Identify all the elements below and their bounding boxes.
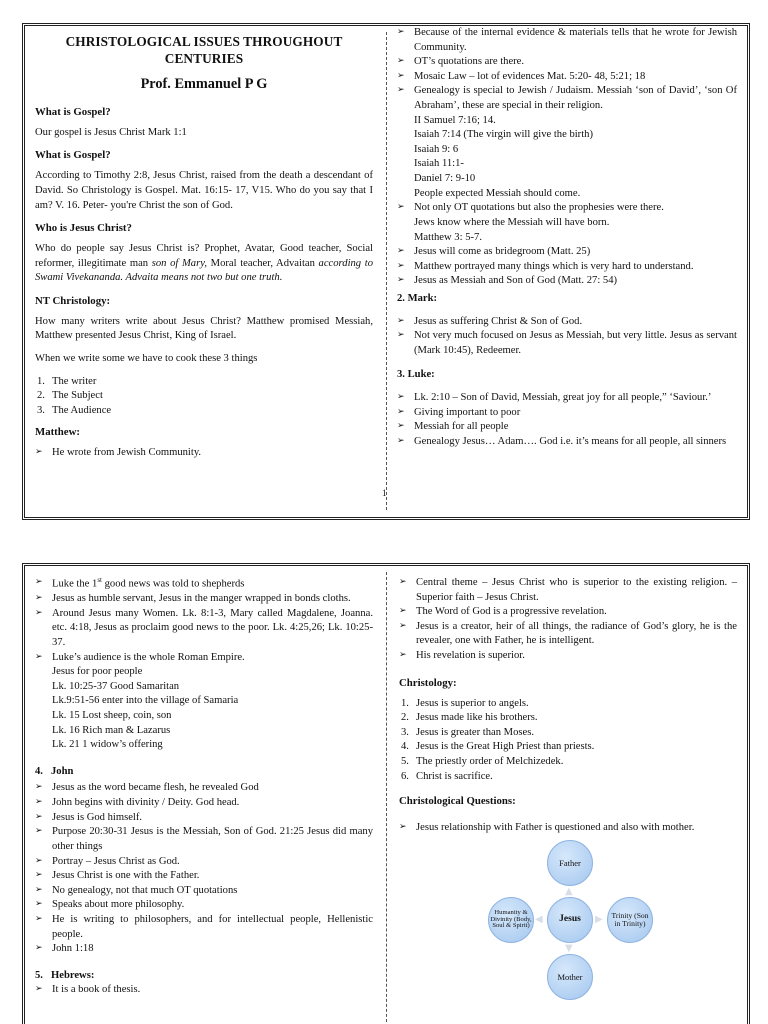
paragraph-gospel-1: Our gospel is Jesus Christ Mark 1:1 — [35, 126, 187, 138]
reference-line: Jews know where the Messiah will have born. — [414, 216, 610, 228]
paragraph-gospel-2-quote: you're Christ the son of God — [110, 199, 231, 211]
heading-luke — [397, 368, 737, 383]
arrow-left-icon: ◀ — [535, 914, 543, 925]
diagram-node-jesus: Jesus — [547, 897, 593, 943]
paragraph-gospel-2-text: According to Timothy 2:8, Jesus Christ, raised from the death a descendant of David. So Christology is Gospel. Mat. 16:15- 17, V15. Who do you say that I am? V. 16. Peter- — [35, 170, 373, 211]
page2-left-column — [25, 566, 387, 1024]
three-things-list — [35, 375, 373, 419]
section-number: 5. — [35, 969, 43, 981]
page2-right-column — [387, 566, 749, 1024]
section-label: Luke: — [407, 369, 435, 381]
list-item: ➢ Jesus is God himself. — [35, 811, 373, 826]
list-item: ➢ Jesus as the word became flesh, he revealed God — [35, 781, 373, 796]
list-item: ➢ Central theme – Jesus Christ who is superior to the existing religion. – Superior faith – Jesus Christ. — [399, 576, 737, 605]
paragraph-who-is-jesus — [35, 242, 373, 286]
list-item: ➢ Around Jesus many Women. Lk. 8:1-3, Mary called Magdalene, Joanna. etc. 4:18, Jesus as proclaim good news to the poor. Lk. 4:25,26; Lk. 10:25-37. — [35, 607, 373, 651]
paragraph-gospel-2 — [35, 169, 373, 213]
heading-what-is-gospel-1: What is Gospel? — [35, 105, 111, 118]
heading-christology: Christology: — [399, 676, 457, 689]
list-item: ➢ Speaks about more philosophy. — [35, 898, 373, 913]
audience-text: Luke’s audience is the whole Roman Empire. — [52, 651, 245, 663]
genealogy-text: Genealogy is special to Jewish / Judaism. Messiah ‘son of David’, ‘son Of Abraham’, these are special in their religion. — [414, 85, 737, 112]
section-label: John — [51, 765, 74, 777]
reference-line: Lk.9:51-56 enter into the village of Samaria — [52, 695, 239, 707]
page1-right-column — [387, 26, 749, 517]
list-item: ➢ Jesus Christ is one with the Father. — [35, 869, 373, 884]
list-item: ➢ Lk. 2:10 – Son of David, Messiah, great joy for all people,” ‘Saviour.’ — [397, 391, 737, 406]
reference-line: Isaiah 7:14 (The virgin will give the birth) — [414, 129, 593, 141]
heading-john — [35, 765, 373, 780]
document-author: Prof. Emmanuel P G — [140, 76, 268, 93]
list-item: ➢ Because of the internal evidence & materials tells that he wrote for Jewish Community. — [397, 26, 737, 55]
reference-line: II Samuel 7:16; 14. — [414, 114, 496, 126]
prophesies-text: Not only OT quotations but also the prophesies were there. — [414, 202, 664, 214]
diagram-node-trinity: Trinity (Son in Trinity) — [607, 897, 653, 943]
list-item: 6. Christ is sacrifice. — [401, 770, 493, 782]
luke-continued-list — [35, 576, 373, 753]
list-item: 5. The priestly order of Melchizedek. — [401, 755, 564, 767]
section-number: 4. — [35, 765, 43, 777]
matthew-points-list — [397, 26, 737, 289]
list-item: ➢ Portray – Jesus Christ as God. — [35, 855, 373, 870]
paragraph-gospel-2-end: . — [230, 199, 233, 211]
mark-list — [397, 315, 737, 359]
list-item: ➢ Messiah for all people — [397, 420, 737, 435]
list-item: ➢ OT’s quotations are there. — [397, 55, 737, 70]
christology-list — [399, 697, 737, 785]
list-item: ➢ Not very much focused on Jesus as Messiah, but very little. Jesus as servant (Mark 10:45), Redeemer. — [397, 329, 737, 358]
paragraph-cook: When we write some we have to cook these 3 things — [35, 352, 258, 364]
reference-line: Daniel 7: 9-10 — [414, 173, 476, 185]
john-list — [35, 781, 373, 956]
list-item — [397, 84, 737, 201]
reference-line: Isaiah 11:1- — [414, 158, 464, 170]
heading-mark — [397, 292, 737, 307]
who-text-1: Who do people say Jesus Christ is? Prophet, Avatar, Good teacher, Social reformer, illegitimate man — [35, 243, 373, 269]
paragraph-nt-christology: How many writers write about Jesus Christ? Matthew promised Messiah, Matthew presented Jesus Christ, King of Israel. — [35, 315, 373, 342]
luke-list — [397, 391, 737, 449]
list-item: ➢ Genealogy Jesus… Adam…. God i.e. it’s means for all people, all sinners — [397, 435, 737, 450]
reference-line: Lk. 10:25-37 Good Samaritan — [52, 680, 180, 692]
list-item: 2. The Subject — [37, 390, 103, 402]
list-item: ➢ Luke the 1st good news was told to shepherds — [35, 576, 373, 592]
hebrews-list — [35, 983, 373, 998]
list-item: ➢ Jesus will come as bridegroom (Matt. 25) — [397, 245, 737, 260]
heading-hebrews — [35, 969, 373, 984]
list-item: ➢ No genealogy, not that much OT quotations — [35, 884, 373, 899]
list-item: ➢ John begins with divinity / Deity. God head. — [35, 796, 373, 811]
heading-nt-christology: NT Christology: — [35, 294, 111, 307]
document-page-1 — [22, 23, 750, 520]
page1-left-column — [25, 26, 387, 517]
list-item: 1. Jesus is superior to angels. — [401, 697, 529, 709]
reference-line: Lk. 21 1 widow’s offering — [52, 739, 163, 751]
list-item: ➢ His revelation is superior. — [399, 649, 737, 664]
section-number: 2. — [397, 292, 405, 304]
who-text-3: Moral teacher, Advaitan — [207, 257, 319, 269]
reference-line: Lk. 16 Rich man & Lazarus — [52, 724, 171, 736]
page-number: 1 — [382, 488, 387, 498]
heading-matthew: Matthew: — [35, 426, 80, 439]
heading-what-is-gospel-2: What is Gospel? — [35, 149, 111, 162]
list-item: ➢ John 1:18 — [35, 942, 373, 957]
list-item: ➢ Jesus is a creator, heir of all things, the radiance of God’s glory, he is the revealer, one with Father, he is intelligent. — [399, 620, 737, 649]
list-item: ➢ Jesus relationship with Father is questioned and also with mother. — [399, 821, 737, 836]
list-item: ➢ Purpose 20:30-31 Jesus is the Messiah, Son of God. 21:25 Jesus did many other things — [35, 825, 373, 854]
list-item: 2. Jesus made like his brothers. — [401, 712, 538, 724]
list-item: ➢ Jesus as suffering Christ & Son of God. — [397, 315, 737, 330]
section-label: Mark: — [407, 292, 438, 304]
document-title: CHRISTOLOGICAL ISSUES THROUGHOUT CENTURIES — [65, 34, 343, 66]
arrow-down-icon: ▼ — [565, 943, 573, 954]
who-text-2: son of Mary, — [151, 257, 207, 269]
list-item: ➢ He wrote from Jewish Community. — [35, 446, 373, 461]
list-item: ➢ Jesus as humble servant, Jesus in the manger wrapped in bonds cloths. — [35, 592, 373, 607]
section-label: Hebrews: — [51, 969, 95, 981]
reference-line: Lk. 15 Lost sheep, coin, son — [52, 710, 172, 722]
list-item — [35, 651, 373, 753]
relationship-diagram — [483, 834, 663, 1014]
reference-line: Jesus for poor people — [52, 666, 143, 678]
list-item: ➢ Mosaic Law – lot of evidences Mat. 5:20- 48, 5:21; 18 — [397, 70, 737, 85]
diagram-node-humanity: Humanity & Divinity (Body, Soul & Spirit) — [488, 897, 534, 943]
document-page-2 — [22, 563, 750, 1024]
list-item: ➢ The Word of God is a progressive revelation. — [399, 605, 737, 620]
list-item: ➢ It is a book of thesis. — [35, 983, 373, 998]
list-item — [397, 201, 737, 245]
matthew-list — [35, 446, 373, 461]
list-item: ➢ Matthew portrayed many things which is very hard to understand. — [397, 260, 737, 275]
arrow-up-icon: ▲ — [565, 886, 573, 897]
heading-christological-questions: Christological Questions: — [399, 795, 516, 808]
list-item: ➢ Jesus as Messiah and Son of God (Matt. 27: 54) — [397, 274, 737, 289]
reference-line: People expected Messiah should come. — [414, 187, 581, 199]
list-item: 4. Jesus is the Great High Priest than priests. — [401, 741, 595, 753]
hebrews-points-list — [399, 576, 737, 664]
diagram-node-father: Father — [547, 840, 593, 886]
diagram-node-mother: Mother — [547, 954, 593, 1000]
list-item: ➢ He is writing to philosophers, and for intellectual people, Hellenistic people. — [35, 913, 373, 942]
heading-who-is-jesus: Who is Jesus Christ? — [35, 222, 132, 235]
list-item: ➢ Giving important to poor — [397, 406, 737, 421]
section-number: 3. — [397, 369, 405, 381]
reference-line: Isaiah 9: 6 — [414, 143, 459, 155]
list-item: 3. The Audience — [37, 404, 112, 416]
reference-line: Matthew 3: 5-7. — [414, 231, 482, 243]
arrow-right-icon: ▶ — [595, 914, 603, 925]
list-item: 3. Jesus is greater than Moses. — [401, 726, 534, 738]
list-item: 1. The writer — [37, 375, 97, 387]
who-text-4: according to Swami Vivekananda. Advaita means not two but one truth. — [35, 257, 373, 284]
